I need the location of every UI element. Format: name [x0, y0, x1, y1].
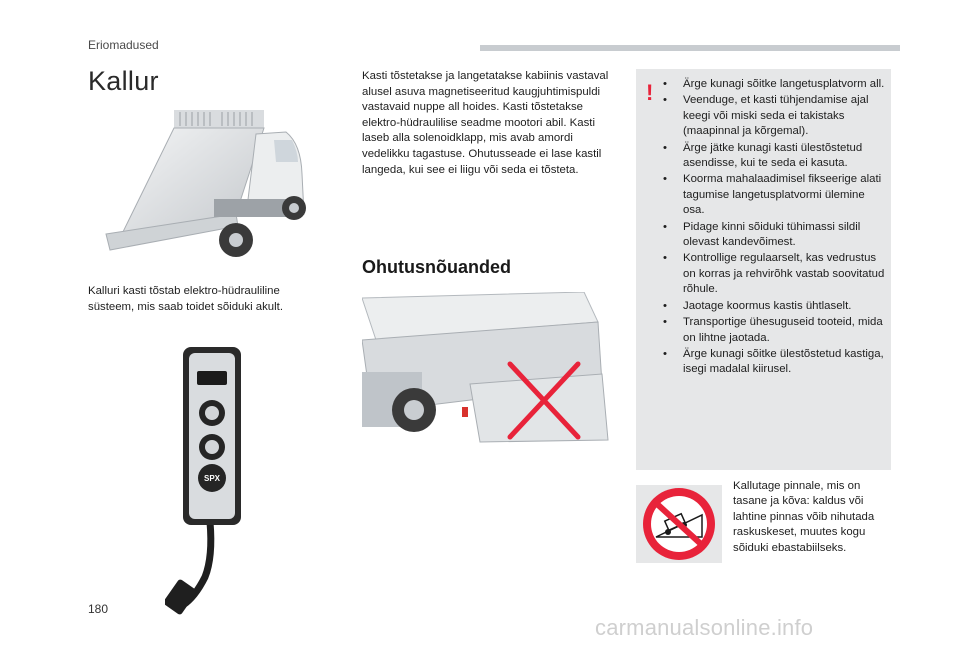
- warning-item: • Koorma mahalaadimisel fikseerige alati tagumise langetusplatvormi ülemine osa.: [660, 172, 888, 218]
- warning-item: • Jaotage koormus kastis ühtlaselt.: [660, 299, 888, 314]
- watermark: carmanualsonline.info: [595, 615, 814, 640]
- warning-item: • Transportige ühesuguseid tooteid, mida on lihtne jaotada.: [660, 315, 888, 346]
- safety-title: Ohutusnõuanded: [362, 257, 511, 277]
- remote-brand-label: SPX: [203, 474, 221, 483]
- header-bar: [480, 45, 900, 51]
- remote-control-illustration: [165, 347, 247, 615]
- tipper-truck-illustration: [96, 104, 321, 269]
- warning-item: • Kontrollige regulaarselt, kas vedrustus on korras ja rehvirõhk vastab soovitatud rõhule.: [660, 251, 888, 297]
- warning-item: • Ärge kunagi sõitke ülestõstetud kastiga, isegi madalal kiirusel.: [660, 347, 888, 378]
- slope-prohibition-sign: [636, 485, 722, 563]
- warning-item: • Ärge jätke kunagi kasti ülestõstetud asendisse, kui te seda ei kasuta.: [660, 141, 888, 172]
- section-label: Eriomadused: [88, 38, 159, 52]
- warning-item: • Veenduge, et kasti tühjendamise ajal keegi või miski seda ei takistaks (maapinnal ja kõrgemal).: [660, 93, 888, 139]
- warning-item: • Pidage kinni sõiduki tühimassi sildil olevast kandevõimest.: [660, 220, 888, 251]
- warning-exclamation-icon: !: [646, 80, 654, 105]
- warning-list: [660, 77, 888, 379]
- page-title: Kallur: [88, 66, 159, 96]
- tipper-description: Kasti tõstetakse ja langetatakse kabiinis vastaval alusel asuva magnetiseeritud kaugjuhtimispuldi vastavaid nuppe all hoides. Kasti tõstetakse elektro-hüdraulilise seadme mootori abil. Kasti laseb alla solenoidklapp, mis avab amordi vedelikku tagastuse. Ohutusseade ei lase kastil langeda, kui see ei liigu või seda ei tõsteta.: [362, 70, 609, 176]
- truck-caption: Kalluri kasti tõstab elektro-hüdrauliline süsteem, mis saab toidet sõiduki akult.: [88, 285, 283, 313]
- slope-note: Kallutage pinnale, mis on tasane ja kõva: kaldus või lahtine pinnas võib nihutada raskuskeset, muutes kogu sõiduki ebastabiilseks.: [733, 480, 875, 554]
- warning-item: • Ärge kunagi sõitke langetusplatvorm all.: [660, 77, 888, 92]
- open-bed-prohibited-illustration: [362, 292, 612, 462]
- page-number: 180: [88, 602, 109, 616]
